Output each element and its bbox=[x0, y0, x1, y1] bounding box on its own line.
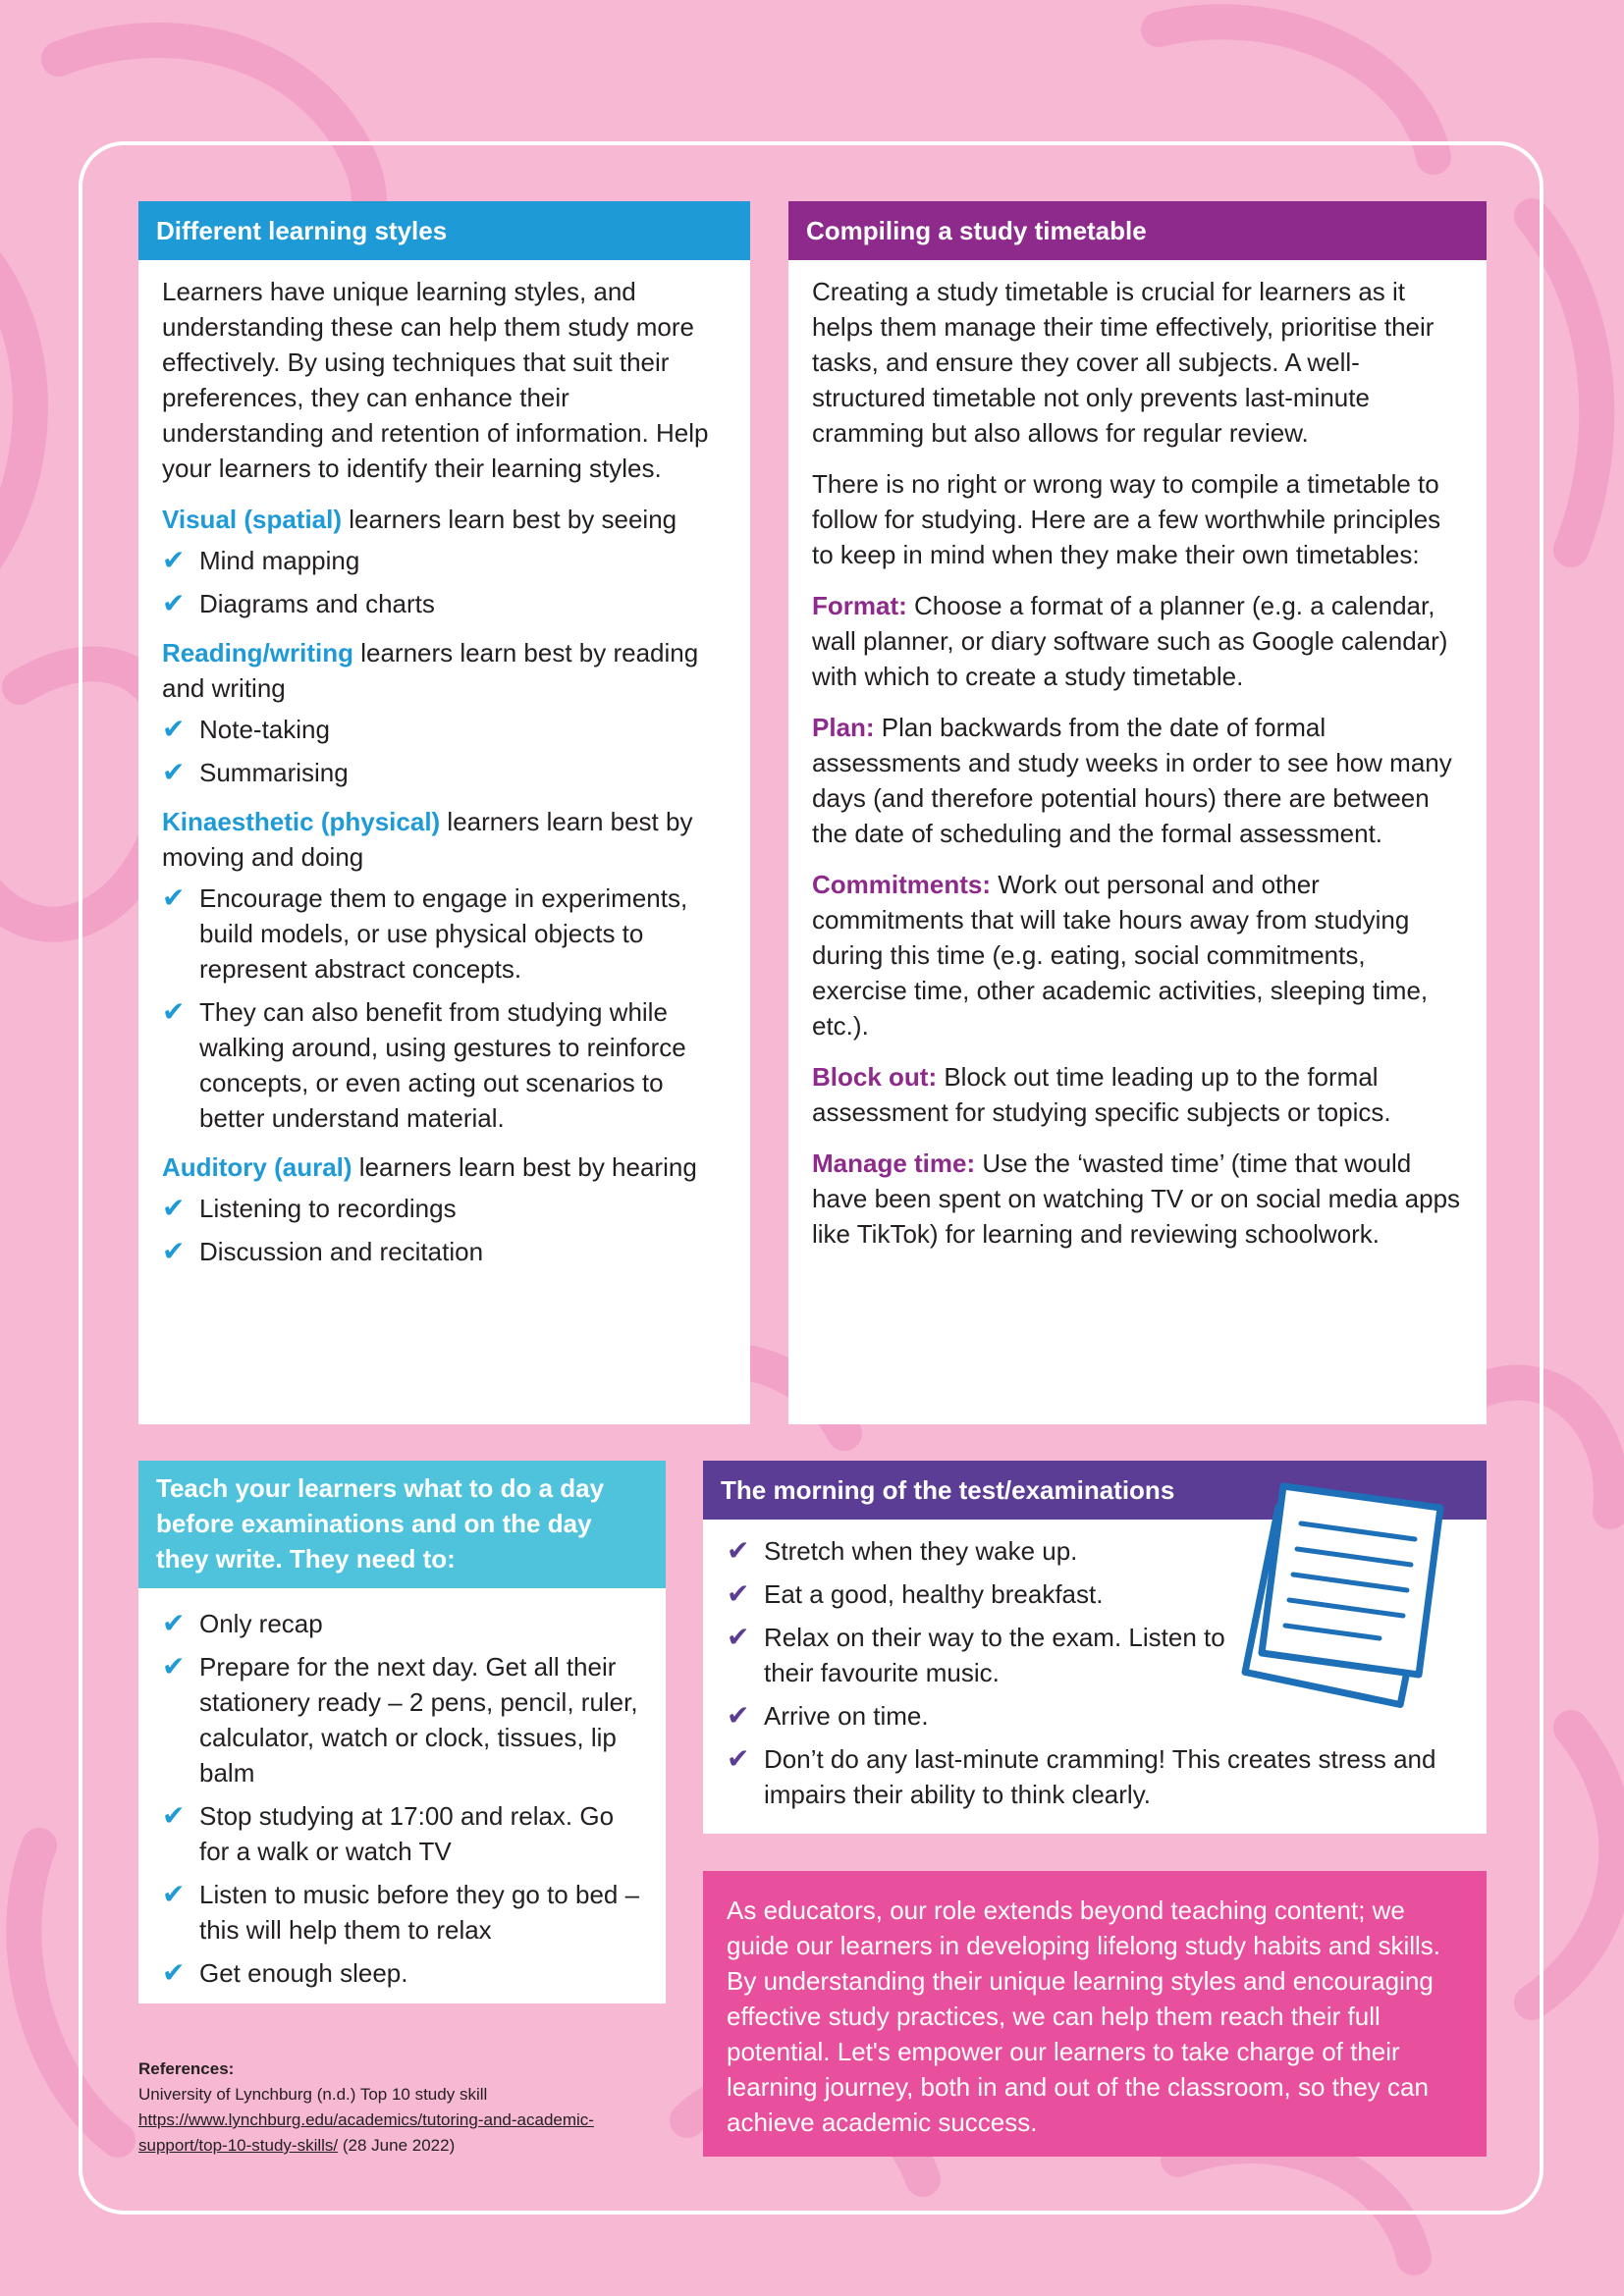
commitments-keyword: Commitments: bbox=[812, 870, 992, 899]
check-icon: ✔ bbox=[162, 588, 186, 618]
check-icon: ✔ bbox=[727, 1622, 750, 1652]
reference-suffix: (28 June 2022) bbox=[338, 2136, 456, 2155]
list-item-text: Discussion and recitation bbox=[199, 1237, 484, 1266]
list-item bbox=[162, 1191, 727, 1226]
learning-styles-heading: Different learning styles bbox=[138, 201, 750, 260]
format-text: Choose a format of a planner (e.g. a calendar, wall planner, or diary software such as Google calendar) with which to create a study timetable. bbox=[812, 591, 1448, 691]
list-item bbox=[162, 881, 727, 987]
references bbox=[138, 2056, 669, 2159]
list-item-text: Stop studying at 17:00 and relax. Go for a walk or watch TV bbox=[199, 1801, 615, 1866]
visual-keyword: Visual (spatial) bbox=[162, 505, 343, 534]
day-before-box bbox=[138, 1461, 666, 2003]
manage-time-principle bbox=[812, 1146, 1463, 1252]
auditory-style-line bbox=[162, 1149, 727, 1185]
reading-keyword: Reading/writing bbox=[162, 638, 353, 667]
kinaesthetic-list bbox=[162, 881, 727, 1136]
check-icon: ✔ bbox=[162, 1608, 186, 1638]
list-item-text: Stretch when they wake up. bbox=[764, 1536, 1078, 1566]
list-item-text: Only recap bbox=[199, 1609, 323, 1638]
list-item bbox=[162, 1234, 727, 1269]
format-principle bbox=[812, 588, 1463, 694]
list-item bbox=[727, 1741, 1490, 1812]
morning-body bbox=[703, 1520, 1436, 1842]
check-icon: ✔ bbox=[162, 1651, 186, 1682]
learning-styles-intro: Learners have unique learning styles, and understanding these can help them study more effectively. By using techniques that suit their preferences, they can enhance their understanding and retention of information. Help your learners to identify their learning styles. bbox=[162, 277, 709, 483]
plan-text: Plan backwards from the date of formal assessments and study weeks in order to see how many days (and therefore potential hours) there are between the date of scheduling and the formal assessment. bbox=[812, 713, 1452, 848]
check-icon: ✔ bbox=[162, 1957, 186, 1988]
reading-style-line bbox=[162, 635, 727, 706]
closing-statement-text: As educators, our role extends beyond teaching content; we guide our learners in developing lifelong study habits and skills. By understanding their unique learning styles and encouraging effective study practices, we can help them reach their full potential. Let's empower our learners to take charge of their learning journey, both in and out of the classroom, so they can achieve academic success. bbox=[727, 1896, 1440, 2137]
day-before-heading: Teach your learners what to do a day before examinations and on the day they write. They need to: bbox=[138, 1461, 666, 1588]
kinaesthetic-style-line bbox=[162, 804, 727, 875]
list-item bbox=[162, 586, 727, 621]
list-item-text: Summarising bbox=[199, 758, 349, 787]
check-icon: ✔ bbox=[727, 1743, 750, 1774]
check-icon: ✔ bbox=[162, 882, 186, 913]
reading-text: learners learn best by reading and writing bbox=[162, 638, 699, 703]
check-icon: ✔ bbox=[162, 996, 186, 1027]
list-item bbox=[162, 1606, 642, 1641]
list-item-text: Diagrams and charts bbox=[199, 589, 435, 618]
morning-list bbox=[727, 1533, 1436, 1812]
list-item-text: Relax on their way to the exam. Listen to their favourite music. bbox=[764, 1623, 1225, 1687]
timetable-para-1: Creating a study timetable is crucial for learners as it helps them manage their time effectively, prioritise their tasks, and ensure they cover all subjects. A well-structured timetable not only prevents last-minute cramming but also allows for regular review. bbox=[812, 277, 1435, 448]
timetable-box bbox=[788, 201, 1487, 1424]
plan-keyword: Plan: bbox=[812, 713, 875, 742]
block-out-text: Block out time leading up to the formal assessment for studying specific subjects or topics. bbox=[812, 1062, 1391, 1127]
list-item-text: Mind mapping bbox=[199, 546, 360, 575]
list-item bbox=[162, 712, 727, 747]
list-item-text: Prepare for the next day. Get all their stationery ready – 2 pens, pencil, ruler, calculator, watch or clock, tissues, lip balm bbox=[199, 1652, 638, 1788]
visual-style-line bbox=[162, 502, 727, 537]
check-icon: ✔ bbox=[162, 757, 186, 787]
list-item-text: Get enough sleep. bbox=[199, 1958, 408, 1988]
auditory-text: learners learn best by hearing bbox=[352, 1152, 697, 1182]
block-out-principle bbox=[812, 1059, 1463, 1130]
auditory-list bbox=[162, 1191, 727, 1269]
morning-heading: The morning of the test/examinations bbox=[703, 1461, 1487, 1520]
list-item bbox=[727, 1576, 1276, 1612]
learning-styles-body bbox=[138, 260, 750, 1299]
list-item bbox=[727, 1620, 1276, 1690]
commitments-principle bbox=[812, 867, 1463, 1043]
list-item-text: Eat a good, healthy breakfast. bbox=[764, 1579, 1104, 1609]
kinaesthetic-text: learners learn best by moving and doing bbox=[162, 807, 693, 872]
closing-statement-box bbox=[703, 1871, 1487, 2157]
check-icon: ✔ bbox=[162, 1236, 186, 1266]
list-item bbox=[162, 1649, 642, 1790]
plan-principle bbox=[812, 710, 1463, 851]
commitments-text: Work out personal and other commitments that will take hours away from studying during this time (e.g. eating, social commitments, exercise time, other academic activities, sleeping time, etc.). bbox=[812, 870, 1429, 1041]
list-item-text: They can also benefit from studying while walking around, using gestures to reinforce concepts, or even acting out scenarios to better understand material. bbox=[199, 997, 686, 1133]
manage-time-keyword: Manage time: bbox=[812, 1148, 976, 1178]
check-icon: ✔ bbox=[727, 1535, 750, 1566]
list-item bbox=[727, 1533, 1276, 1569]
list-item bbox=[162, 1955, 642, 1991]
reference-entry bbox=[138, 2082, 669, 2159]
check-icon: ✔ bbox=[727, 1578, 750, 1609]
check-icon: ✔ bbox=[162, 1879, 186, 1909]
timetable-para-2: There is no right or wrong way to compile a timetable to follow for studying. Here are a few worthwhile principles to keep in mind when they make their own timetables: bbox=[812, 469, 1441, 569]
visual-text: learners learn best by seeing bbox=[342, 505, 677, 534]
list-item-text: Encourage them to engage in experiments, build models, or use physical objects to represent abstract concepts. bbox=[199, 883, 688, 984]
kinaesthetic-keyword: Kinaesthetic (physical) bbox=[162, 807, 441, 836]
timetable-heading: Compiling a study timetable bbox=[788, 201, 1487, 260]
block-out-keyword: Block out: bbox=[812, 1062, 938, 1092]
list-item-text: Arrive on time. bbox=[764, 1701, 929, 1731]
list-item bbox=[162, 755, 727, 790]
papers-icon bbox=[1232, 1472, 1458, 1708]
day-before-list bbox=[162, 1606, 642, 1991]
list-item bbox=[162, 994, 727, 1136]
list-item-text: Listening to recordings bbox=[199, 1194, 457, 1223]
check-icon: ✔ bbox=[162, 714, 186, 744]
day-before-body bbox=[138, 1588, 666, 2020]
check-icon: ✔ bbox=[162, 545, 186, 575]
manage-time-text: Use the ‘wasted time’ (time that would have been spent on watching TV or on social media apps like TikTok) for learning and reviewing schoolwork. bbox=[812, 1148, 1461, 1249]
reference-link[interactable]: https://www.lynchburg.edu/academics/tutoring-and-academic-support/top-10-study-skills/ bbox=[138, 2110, 594, 2155]
list-item bbox=[727, 1698, 1276, 1734]
check-icon: ✔ bbox=[727, 1700, 750, 1731]
learning-styles-box bbox=[138, 201, 750, 1424]
reading-list bbox=[162, 712, 727, 790]
list-item-text: Listen to music before they go to bed – this will help them to relax bbox=[199, 1880, 640, 1945]
timetable-body bbox=[788, 260, 1487, 1283]
list-item-text: Note-taking bbox=[199, 715, 330, 744]
list-item bbox=[162, 543, 727, 578]
list-item bbox=[162, 1877, 642, 1948]
format-keyword: Format: bbox=[812, 591, 907, 620]
auditory-keyword: Auditory (aural) bbox=[162, 1152, 352, 1182]
references-title: References: bbox=[138, 2059, 235, 2078]
check-icon: ✔ bbox=[162, 1800, 186, 1831]
list-item-text: Don’t do any last-minute cramming! This creates stress and impairs their ability to think clearly. bbox=[764, 1744, 1436, 1809]
check-icon: ✔ bbox=[162, 1193, 186, 1223]
reference-prefix: University of Lynchburg (n.d.) Top 10 study skill bbox=[138, 2085, 488, 2104]
visual-list bbox=[162, 543, 727, 621]
list-item bbox=[162, 1798, 642, 1869]
